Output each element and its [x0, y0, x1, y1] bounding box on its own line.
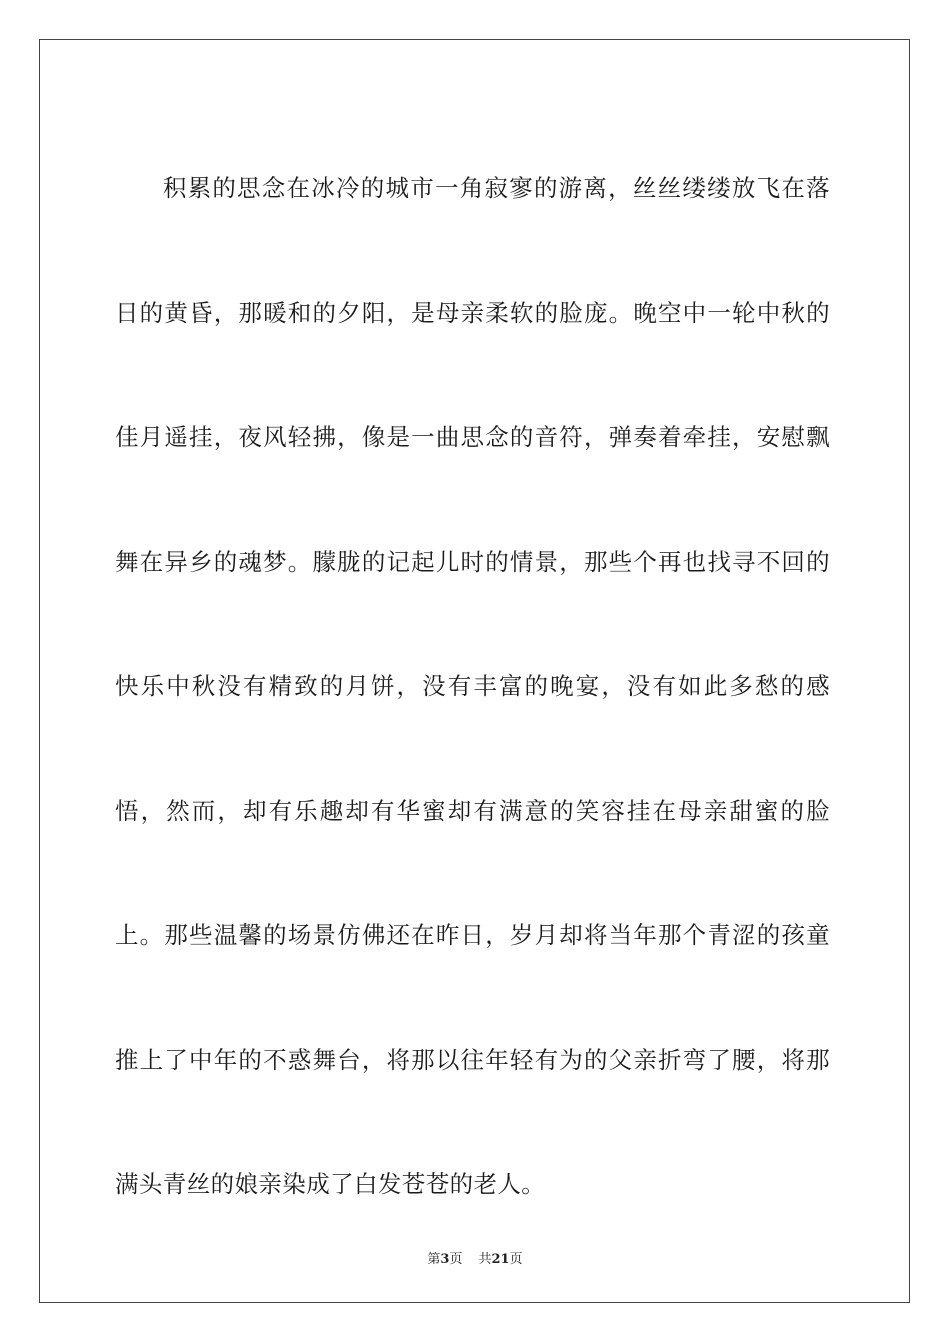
- total-suffix: 页: [509, 1252, 523, 1267]
- page-suffix: 页: [449, 1252, 463, 1267]
- page-prefix: 第: [427, 1252, 441, 1267]
- page-footer: [0, 1248, 950, 1267]
- paragraph-text: 积累的思念在冰冷的城市一角寂寥的游离，丝丝缕缕放飞在落日的黄昏，那暖和的夕阳，是母亲柔软的脸庞。晚空中一轮中秋的佳月遥挂，夜风轻拂，像是一曲思念的音符，弹奏着牵挂，安慰飘舞在异乡的魂梦。朦胧的记起儿时的情景，那些个再也找寻不回的快乐中秋没有精致的月饼，没有丰富的晚宴，没有如此多愁的感悟，然而，却有乐趣却有华蜜却有满意的笑容挂在母亲甜蜜的脸上。那些温馨的场景仿佛还在昨日，岁月却将当年那个青涩的孩童推上了中年的不惑舞台，将那以往年轻有为的父亲折弯了腰，将那满头青丝的娘亲染成了白发苍苍的老人。: [115, 174, 830, 1198]
- total-prefix: 共: [478, 1252, 492, 1267]
- page-number: 3: [440, 1252, 450, 1267]
- body-paragraph: [115, 126, 830, 1247]
- total-pages: 21: [491, 1252, 510, 1267]
